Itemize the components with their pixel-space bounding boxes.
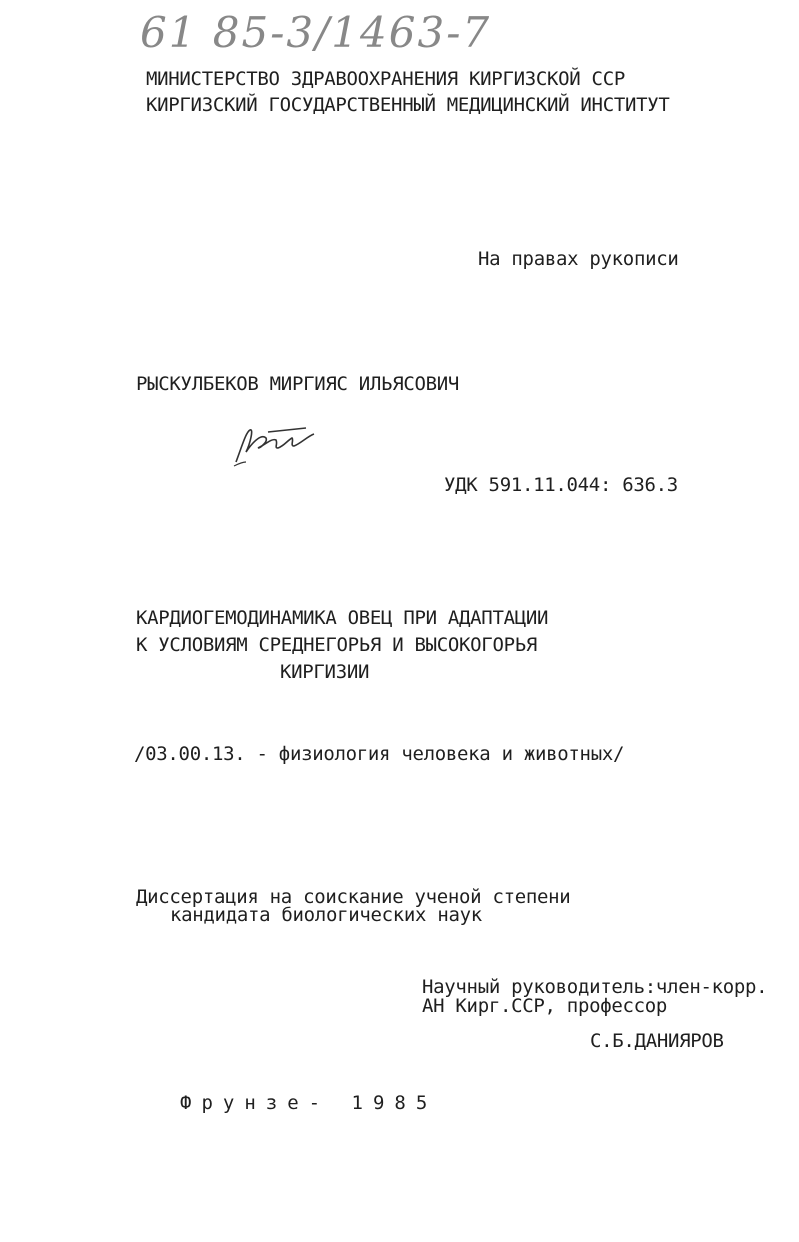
- degree-line-2: кандидата биологических наук: [170, 904, 482, 926]
- author-name: РЫСКУЛБЕКОВ МИРГИЯС ИЛЬЯСОВИЧ: [136, 373, 460, 395]
- degree-line-1: Диссертация на соискание ученой степени: [136, 886, 571, 908]
- institute-heading: КИРГИЗСКИЙ ГОСУДАРСТВЕННЫЙ МЕДИЦИНСКИЙ ИНСТИТУТ: [146, 94, 670, 116]
- title-line-3: КИРГИЗИИ: [280, 661, 370, 683]
- supervisor-name: С.Б.ДАНИЯРОВ: [590, 1030, 724, 1052]
- rights-note: На правах рукописи: [478, 248, 679, 270]
- title-line-2: К УСЛОВИЯМ СРЕДНЕГОРЬЯ И ВЫСОКОГОРЬЯ: [136, 634, 538, 656]
- supervisor-line-2: АН Кирг.ССР, профессор: [422, 995, 668, 1017]
- title-line-1: КАРДИОГЕМОДИНАМИКА ОВЕЦ ПРИ АДАПТАЦИИ: [136, 607, 549, 629]
- udk-code: УДК 591.11.044: 636.3: [444, 474, 678, 496]
- supervisor-line-1: Научный руководитель:член-корр.: [422, 976, 768, 998]
- archive-number: 61 85-3/1463-7: [140, 8, 492, 57]
- place-year: Фрунзе- 1985: [180, 1092, 438, 1114]
- specialty-code: /03.00.13. - физиология человека и животных/: [134, 743, 625, 765]
- ministry-heading: МИНИСТЕРСТВО ЗДРАВООХРАНЕНИЯ КИРГИЗСКОЙ ССР: [146, 68, 625, 90]
- author-signature: [228, 418, 318, 470]
